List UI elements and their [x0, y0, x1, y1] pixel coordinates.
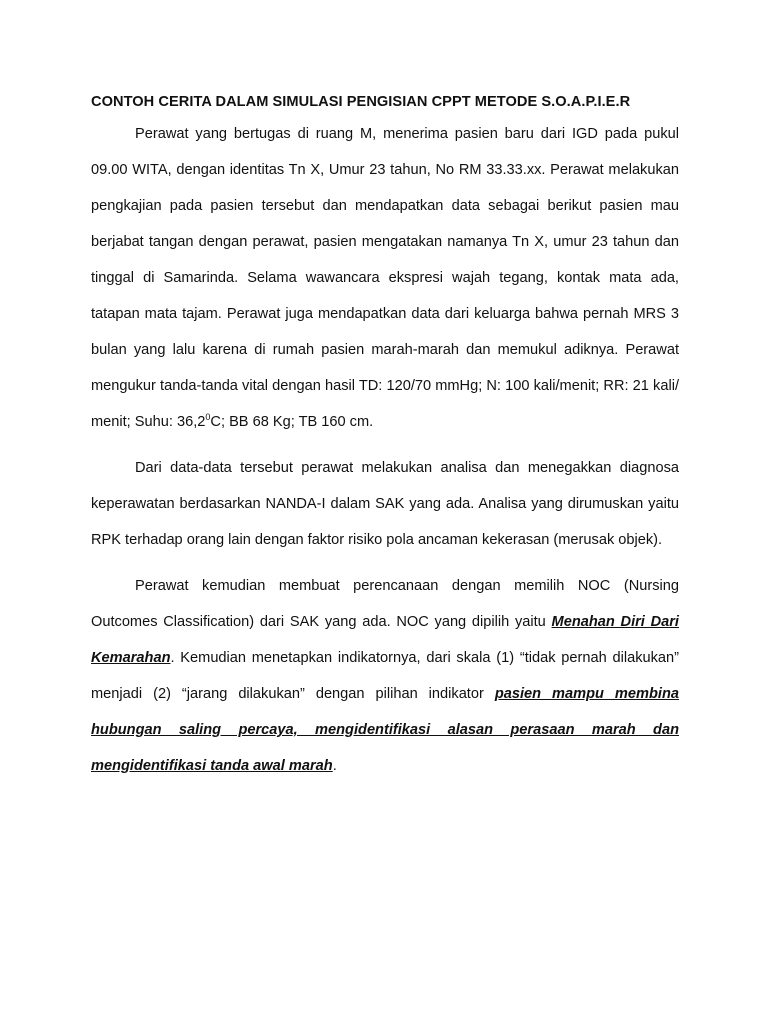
indicator-emphasis: pasien mampu membina hubungan saling percaya, mengidentifikasi alasan perasaan marah dan mengidentifikasi tanda awal marah — [91, 686, 679, 774]
paragraph-planning-text-end: . — [332, 758, 337, 774]
noc-outcome-emphasis: Menahan Diri Dari Kemarahan — [91, 614, 679, 666]
paragraph-planning — [91, 568, 679, 784]
paragraph-diagnosis — [91, 450, 679, 558]
paragraph-assessment — [91, 116, 679, 440]
paragraph-planning-text-middle: . Kemudian menetapkan indikatornya, dari skala (1) “tidak pernah dilakukan” menjadi (2) “jarang dilakukan” dengan pilihan indikator — [91, 650, 679, 702]
paragraph-assessment-text-end: C; BB 68 Kg; TB 160 cm. — [210, 414, 374, 430]
paragraph-assessment-text: Perawat yang bertugas di ruang M, menerima pasien baru dari IGD pada pukul 09.00 WITA, dengan identitas Tn X, Umur 23 tahun, No RM 33.33.xx. Perawat melakukan pengkajian pada pasien tersebut dan mendapatkan data sebagai berikut pasien mau berjabat tangan dengan perawat, pasien mengatakan namanya Tn X, umur 23 tahun dan tinggal di Samarinda. Selama wawancara ekspresi wajah tegang, kontak mata ada, tatapan mata tajam. Perawat juga mendapatkan data dari keluarga bahwa pernah MRS 3 bulan yang lalu karena di rumah pasien marah-marah dan memukul adiknya. Perawat mengukur tanda-tanda vital dengan hasil TD: 120/70 mmHg; N: 100 kali/menit; RR: 21 kali/ menit; Suhu: 36,2 — [91, 126, 679, 430]
degree-superscript: 0 — [205, 412, 211, 423]
paragraph-planning-text: Perawat kemudian membuat perencanaan dengan memilih NOC (Nursing Outcomes Classification) dari SAK yang ada. NOC yang dipilih yaitu — [91, 578, 679, 630]
document-title: CONTOH CERITA DALAM SIMULASI PENGISIAN CPPT METODE S.O.A.P.I.E.R — [91, 94, 631, 110]
paragraph-diagnosis-text: Dari data-data tersebut perawat melakukan analisa dan menegakkan diagnosa keperawatan berdasarkan NANDA-I dalam SAK yang ada. Analisa yang dirumuskan yaitu RPK terhadap orang lain dengan faktor risiko pola ancaman kekerasan (merusak objek). — [91, 460, 679, 548]
document-body — [91, 92, 679, 784]
